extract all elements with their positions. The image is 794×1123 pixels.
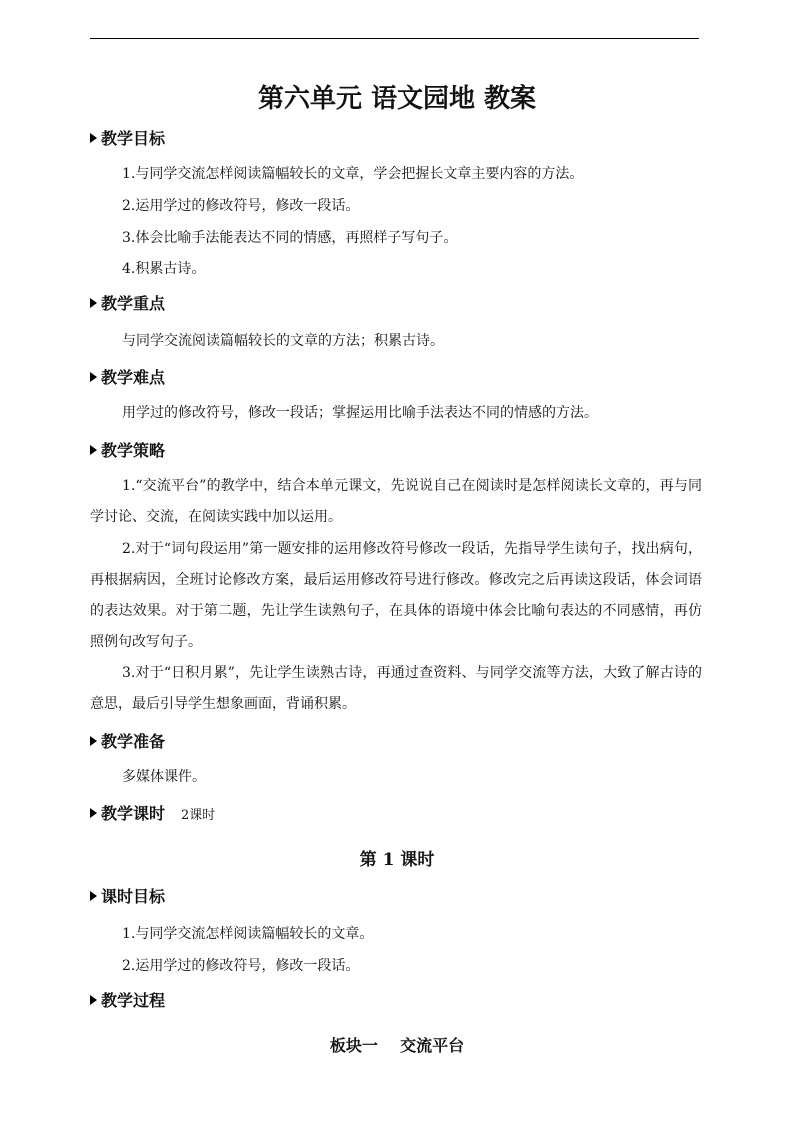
- strategy-paragraph: 2.对于“词句段运用”第一题安排的运用修改符号修改一段话，先指导学生读句子，找出病句，再根据病因，全班讨论修改方案，最后运用修改符号进行修改。修改完之后再读这段话，体会词语的表达效果。对于第二题，先让学生读熟句子，在具体的语境中体会比喻句表达的不同感情，再仿照例句改写句子。: [90, 541, 702, 650]
- triangle-marker-icon: [90, 372, 97, 382]
- prep-text: 多媒体课件。: [122, 769, 206, 785]
- lesson-1-title: 第 1 课时: [359, 850, 435, 870]
- section-heading-lesson-goals: 课时目标: [90, 885, 165, 909]
- goal-item: 3.体会比喻手法能表达不同的情感，再照样子写句子。: [122, 230, 458, 246]
- goal-item: 2.运用学过的修改符号，修改一段话。: [122, 198, 360, 214]
- triangle-marker-icon: [90, 133, 97, 143]
- triangle-marker-icon: [90, 808, 97, 818]
- section-heading-difficulty: 教学难点: [90, 366, 165, 390]
- triangle-marker-icon: [90, 298, 97, 308]
- triangle-marker-icon: [90, 736, 97, 746]
- section-heading-key: 教学重点: [90, 292, 165, 316]
- difficulty-text: 用学过的修改符号，修改一段话；掌握运用比喻手法表达不同的情感的方法。: [122, 405, 598, 421]
- lesson-goal-item: 2.运用学过的修改符号，修改一段话。: [122, 958, 360, 974]
- triangle-marker-icon: [90, 891, 97, 901]
- header-rule: [90, 38, 699, 39]
- section-heading-strategy: 教学策略: [90, 439, 165, 463]
- section-heading-goals: 教学目标: [90, 127, 165, 151]
- triangle-marker-icon: [90, 995, 97, 1005]
- section-heading-process: 教学过程: [90, 989, 165, 1013]
- section-heading-prep: 教学准备: [90, 730, 165, 754]
- section-heading-hours: 教学课时 2课时: [90, 802, 215, 826]
- goal-item: 4.积累古诗。: [122, 261, 206, 277]
- goal-item: 1.与同学交流怎样阅读篇幅较长的文章，学会把握长文章主要内容的方法。: [122, 166, 584, 182]
- hours-note: 2课时: [181, 808, 216, 823]
- page-title: 第六单元 语文园地 教案: [257, 84, 537, 114]
- key-points-text: 与同学交流阅读篇幅较长的文章的方法；积累古诗。: [122, 333, 444, 349]
- triangle-marker-icon: [90, 445, 97, 455]
- strategy-paragraph: 3.对于“日积月累”，先让学生读熟古诗，再通过查资料、与同学交流等方法，大致了解古诗的意思，最后引导学生想象画面，背诵积累。: [90, 665, 702, 712]
- lesson-goal-item: 1.与同学交流怎样阅读篇幅较长的文章。: [122, 926, 374, 942]
- block-1-title: 板块一 交流平台: [329, 1036, 465, 1055]
- strategy-paragraph: 1.“交流平台”的教学中，结合本单元课文，先说说自己在阅读时是怎样阅读长文章的，再与同学讨论、交流，在阅读实践中加以运用。: [90, 478, 702, 525]
